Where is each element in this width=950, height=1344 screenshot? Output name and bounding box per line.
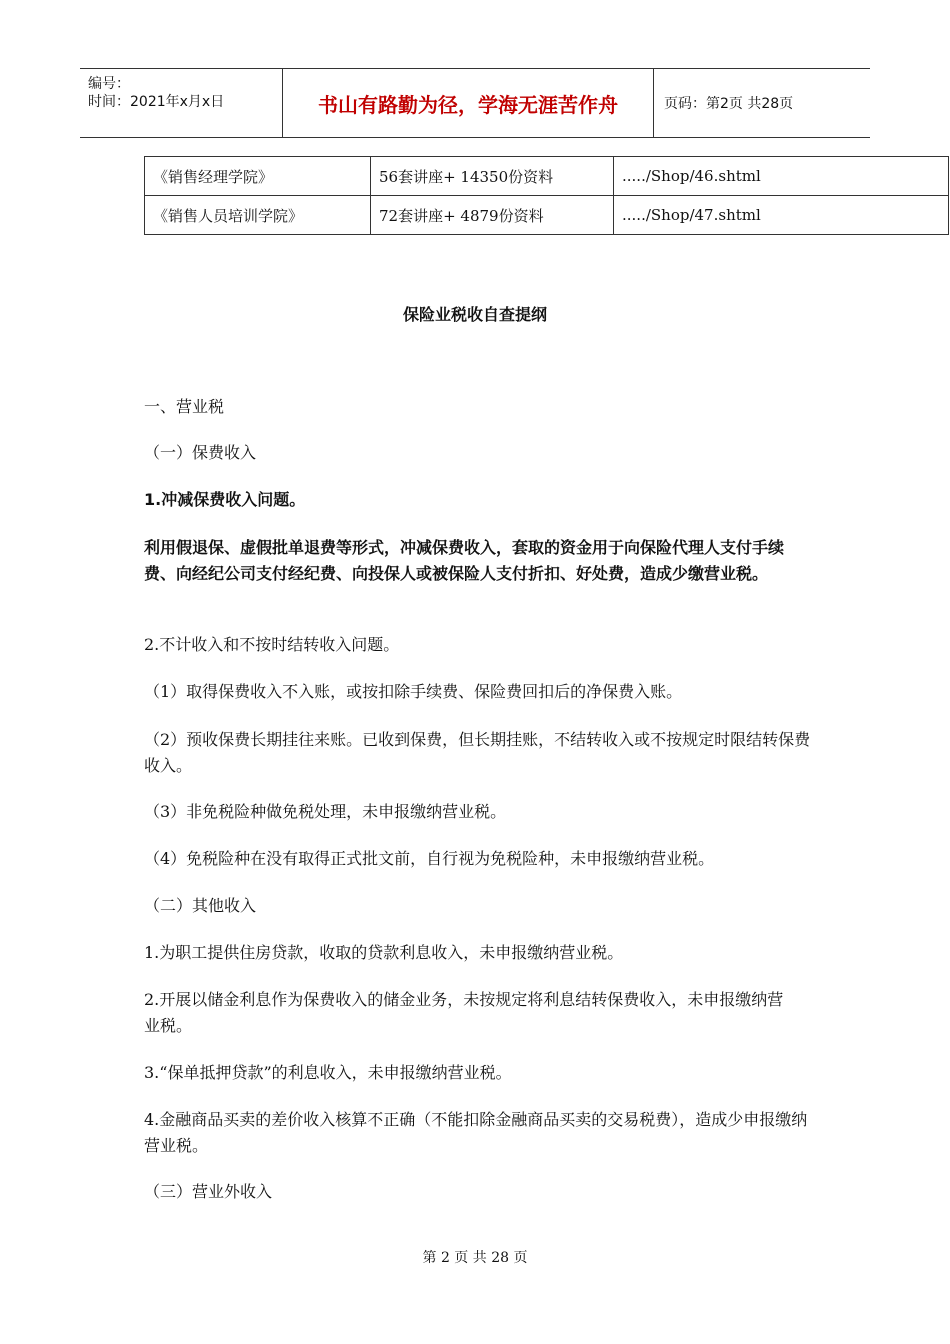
page-header [80, 68, 870, 138]
table-cell: ...../Shop/46.shtml [614, 157, 949, 196]
list-item: （4）免税险种在没有取得正式批文前，自行视为免税险种，未申报缴纳营业税。 [144, 849, 715, 868]
list-item: 2.开展以储金利息作为保费收入的储金业务，未按规定将利息结转保费收入，未申报缴纳营业税。 [144, 990, 784, 1035]
table-cell: 72套讲座+ 4879份资料 [371, 196, 614, 235]
list-item: 4.金融商品买卖的差价收入核算不正确（不能扣除金融商品买卖的交易税费），造成少申报缴纳营业税。 [144, 1110, 808, 1155]
bold-paragraph: 利用假退保、虚假批单退费等形式，冲减保费收入，套取的资金用于向保险代理人支付手续费、向经纪公司支付经纪费、向投保人或被保险人支付折扣、好处费，造成少缴营业税。 [144, 538, 785, 583]
section-heading: 一、营业税 [144, 397, 225, 416]
list-item: （3）非免税险种做免税处理，未申报缴纳营业税。 [144, 802, 507, 821]
list-item: （1）取得保费收入不入账，或按扣除手续费、保险费回扣后的净保费入账。 [144, 682, 683, 701]
table-cell: 《销售人员培训学院》 [145, 196, 371, 235]
list-item: （2）预收保费长期挂往来账。已收到保费，但长期挂账，不结转收入或不按规定时限结转保费收入。 [144, 730, 811, 775]
header-motto: 书山有路勤为径，学海无涯苦作舟 [283, 69, 654, 137]
subsection-heading: （一）保费收入 [144, 443, 257, 462]
number-label: 编号： [88, 76, 130, 92]
table-row [145, 196, 949, 235]
header-meta [80, 69, 283, 137]
document-title: 保险业税收自查提纲 [402, 305, 547, 324]
table-cell: 《销售经理学院》 [145, 157, 371, 196]
item-heading: 2.不计收入和不按时结转收入问题。 [144, 635, 400, 654]
subsection-heading: （三）营业外收入 [144, 1182, 273, 1201]
subsection-heading: （二）其他收入 [144, 896, 257, 915]
page-footer: 第 2 页 共 28 页 [422, 1250, 528, 1266]
table-row [145, 157, 949, 196]
list-item: 1.为职工提供住房贷款，收取的贷款利息收入，未申报缴纳营业税。 [144, 943, 624, 962]
item-heading: 1.冲减保费收入问题。 [144, 490, 306, 509]
resource-table [144, 156, 949, 235]
table-cell: 56套讲座+ 14350份资料 [371, 157, 614, 196]
time-label: 时间：2021年x月x日 [88, 94, 225, 110]
table-cell: ...../Shop/47.shtml [614, 196, 949, 235]
header-page-info: 页码：第2页 共28页 [664, 96, 794, 112]
list-item: 3.“保单抵押贷款”的利息收入，未申报缴纳营业税。 [144, 1063, 512, 1082]
